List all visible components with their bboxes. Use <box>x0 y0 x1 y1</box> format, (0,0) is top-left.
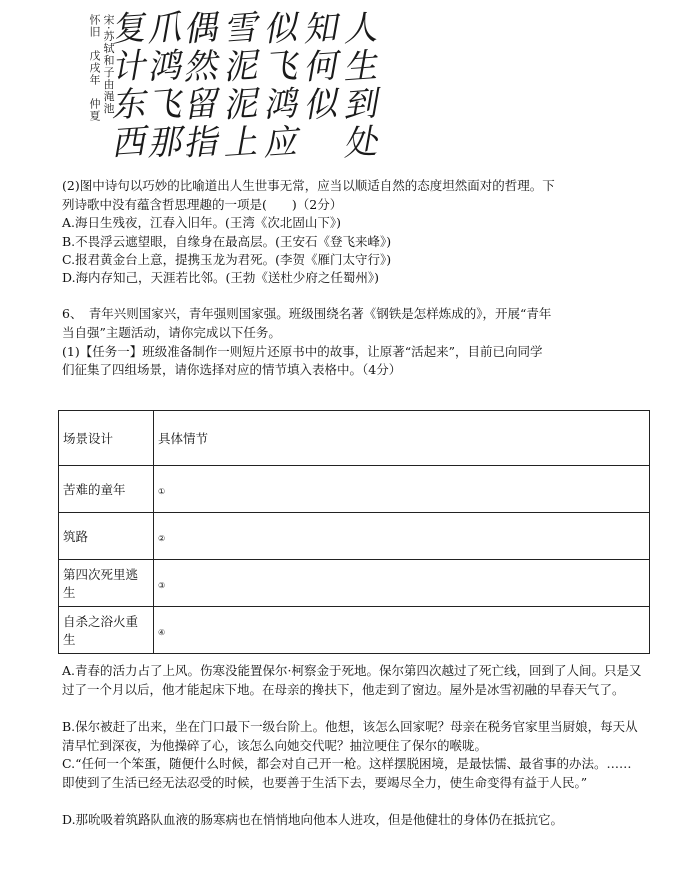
question-6-stem: 6、 青年兴则国家兴，青年强则国家强。班级围绕名著《钢铁是怎样炼成的》，开展“青年 <box>62 306 552 321</box>
calligraphy-column: 爪 鸿 飞 那 <box>145 7 183 165</box>
task-1-prompt: (1)【任务一】班级准备制作一则短片还原书中的故事，让原著“活起来”，目前已向同学 <box>62 344 543 359</box>
task-1-prompt: 们征集了四组场景，请你选择对应的情节填入表格中。（4分） <box>62 362 402 377</box>
table-header-cell: 具体情节 <box>154 411 650 466</box>
scene-name: 第四次死里逃生 <box>59 560 154 607</box>
scene-table <box>58 410 650 654</box>
scene-name: 苦难的童年 <box>59 466 154 513</box>
calligraphy-column: 似 飞 鸿 应 <box>261 7 299 165</box>
passage-a: A.青春的活力占了上风。伤寒没能置保尔·柯察金于死地。保尔第四次越过了死亡线，回到了人间。只是又过了一个月以后，他才能起床下地。在母亲的搀扶下，他走到了窗边。屋外是冰雪初融的早春天气了。 <box>62 663 642 697</box>
plot-answer-cell[interactable]: ③ <box>154 560 650 607</box>
scene-name: 自杀之浴火重生 <box>59 607 154 654</box>
table-row <box>59 513 650 560</box>
plot-answer-cell[interactable]: ② <box>154 513 650 560</box>
calligraphy-column: 偶 然 留 指 <box>181 7 219 165</box>
plot-answer-cell[interactable]: ① <box>154 466 650 513</box>
option-c: C.报君黄金台上意，提携玉龙为君死。(李贺《雁门太守行》) <box>62 252 392 267</box>
table-header-row <box>59 411 650 466</box>
calligraphy-colophon: 怀旧 戊戌年 仲夏 <box>88 14 101 122</box>
option-d: D.海内存知己，天涯若比邻。(王勃《送杜少府之任蜀州》) <box>62 270 380 285</box>
calligraphy-column: 复 计 东 西 <box>109 7 147 165</box>
question-6-stem: 当自强”主题活动，请你完成以下任务。 <box>62 325 281 340</box>
calligraphy-column: 雪 泥 泥 上 <box>221 7 259 165</box>
plot-answer-cell[interactable]: ④ <box>154 607 650 654</box>
table-row <box>59 607 650 654</box>
option-b: B.不畏浮云遮望眼，自缘身在最高层。(王安石《登飞来峰》) <box>62 234 392 249</box>
table-row <box>59 466 650 513</box>
passage-b: B.保尔被赶了出来，坐在门口最下一级台阶上。他想，该怎么回家呢？母亲在税务官家里当厨娘，每天从清早忙到深夜，为他操碎了心，该怎么向她交代呢？抽泣哽住了保尔的喉咙。 <box>62 719 638 753</box>
table-row <box>59 560 650 607</box>
table-header-cell: 场景设计 <box>59 411 154 466</box>
option-a: A.海日生残夜，江春入旧年。(王湾《次北固山下》) <box>62 215 342 230</box>
calligraphy-image <box>78 7 379 178</box>
calligraphy-column: 人 生 到 处 <box>341 7 379 165</box>
passage-c: C.“任何一个笨蛋，随便什么时候，都会对自己开一枪。这样摆脱困境，是最怯懦、最省事的办法。……即使到了生活已经无法忍受的时候，也要善于生活下去，要竭尽全力，使生命变得有益于人民。” <box>62 756 632 790</box>
scene-name: 筑路 <box>59 513 154 560</box>
passage-d: D.那吮吸着筑路队血液的肠寒病也在悄悄地向他本人进攻，但是他健壮的身体仍在抵抗它。 <box>62 812 564 827</box>
question-2-stem: 列诗歌中没有蕴含哲思理趣的一项是( )（2分） <box>62 197 343 212</box>
calligraphy-column: 知 何 似 <box>301 7 339 127</box>
question-2-stem: (2)图中诗句以巧妙的比喻道出人生世事无常，应当以顺适自然的态度坦然面对的哲理。下 <box>62 178 555 193</box>
calligraphy-colophon: 宋·苏轼和子由渑池 <box>102 14 115 115</box>
